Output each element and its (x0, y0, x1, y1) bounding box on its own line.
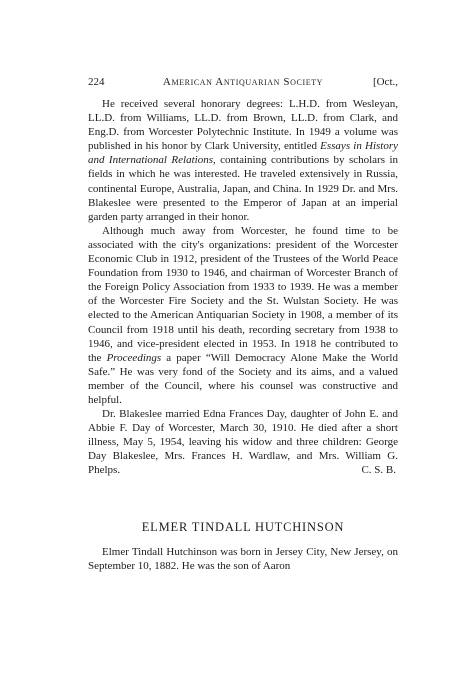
issue-mark: [Oct., (372, 76, 398, 88)
paragraph-organizations-text-2: a paper “Will Democracy Alone Make the World Safe.” He was very fond of the Society and its aims, and a valued member of the Council, where his counsel was constructive and helpful. (88, 351, 398, 406)
paragraph-family-text: Dr. Blakeslee married Edna Frances Day, daughter of John E. and Abbie F. Day of Worcester, March 30, 1910. He died after a short illness, May 5, 1954, leaving his widow and three children: George Day Blakeslee, Mrs. Frances H. Wardlaw, and Mrs. William G. Phelps. (88, 408, 398, 477)
paragraph-honors (88, 97, 398, 224)
proceedings-title: Proceedings (106, 351, 162, 364)
paragraph-family (88, 407, 398, 477)
journal-title: American Antiquarian Society (162, 76, 324, 88)
hutchinson-obituary (88, 520, 398, 573)
paragraph-birth: Elmer Tindall Hutchinson was born in Jersey City, New Jersey, on September 10, 1882. He was the son of Aaron (88, 546, 398, 573)
running-header (88, 74, 398, 90)
blakeslee-memoir-text (88, 97, 398, 478)
page-number: 224 (88, 76, 105, 88)
paragraph-honors-text-2: , containing contributions by scholars in fields in which he was interested. He traveled extensively in Russia, continental Europe, Australia, Japan, and China. In 1929 Dr. and Mrs. Blakeslee were presented to the Emperor of Japan at an imperial garden party arranged in their honor. (88, 154, 398, 223)
paragraph-organizations-text-1: Although much away from Worcester, he found time to be associated with the city's organizations: president of the Worcester Economic Club in 1912, president of the Trustees of the World Peace Foundation from 1930 to 1946, and chairman of Worcester Branch of the Foreign Policy Association from 1933 to 1939. He was a member of the Worcester Fire Society and the St. Wulstan Society. He was elected to the American Antiquarian Society in 1908, a member of its Council from 1918 until his death, recording secretary from 1938 to 1946, and vice-president elected in 1953. In 1918 he contributed to the (88, 224, 398, 364)
paragraph-organizations (88, 224, 398, 407)
paragraph-honors-text-1: He received several honorary degrees: L.H.D. from Wesleyan, LL.D. from Williams, LL.D. from Brown, LL.D. from Clark, and Eng.D. from Worcester Polytechnic Institute. In 1949 a volume was published in his honor by Clark University, entitled (88, 98, 398, 153)
obituary-heading: ELMER TINDALL HUTCHINSON (141, 520, 345, 534)
book-title: Essays in History and International Relations (88, 140, 399, 167)
author-initials: C. S. B. (361, 464, 396, 477)
